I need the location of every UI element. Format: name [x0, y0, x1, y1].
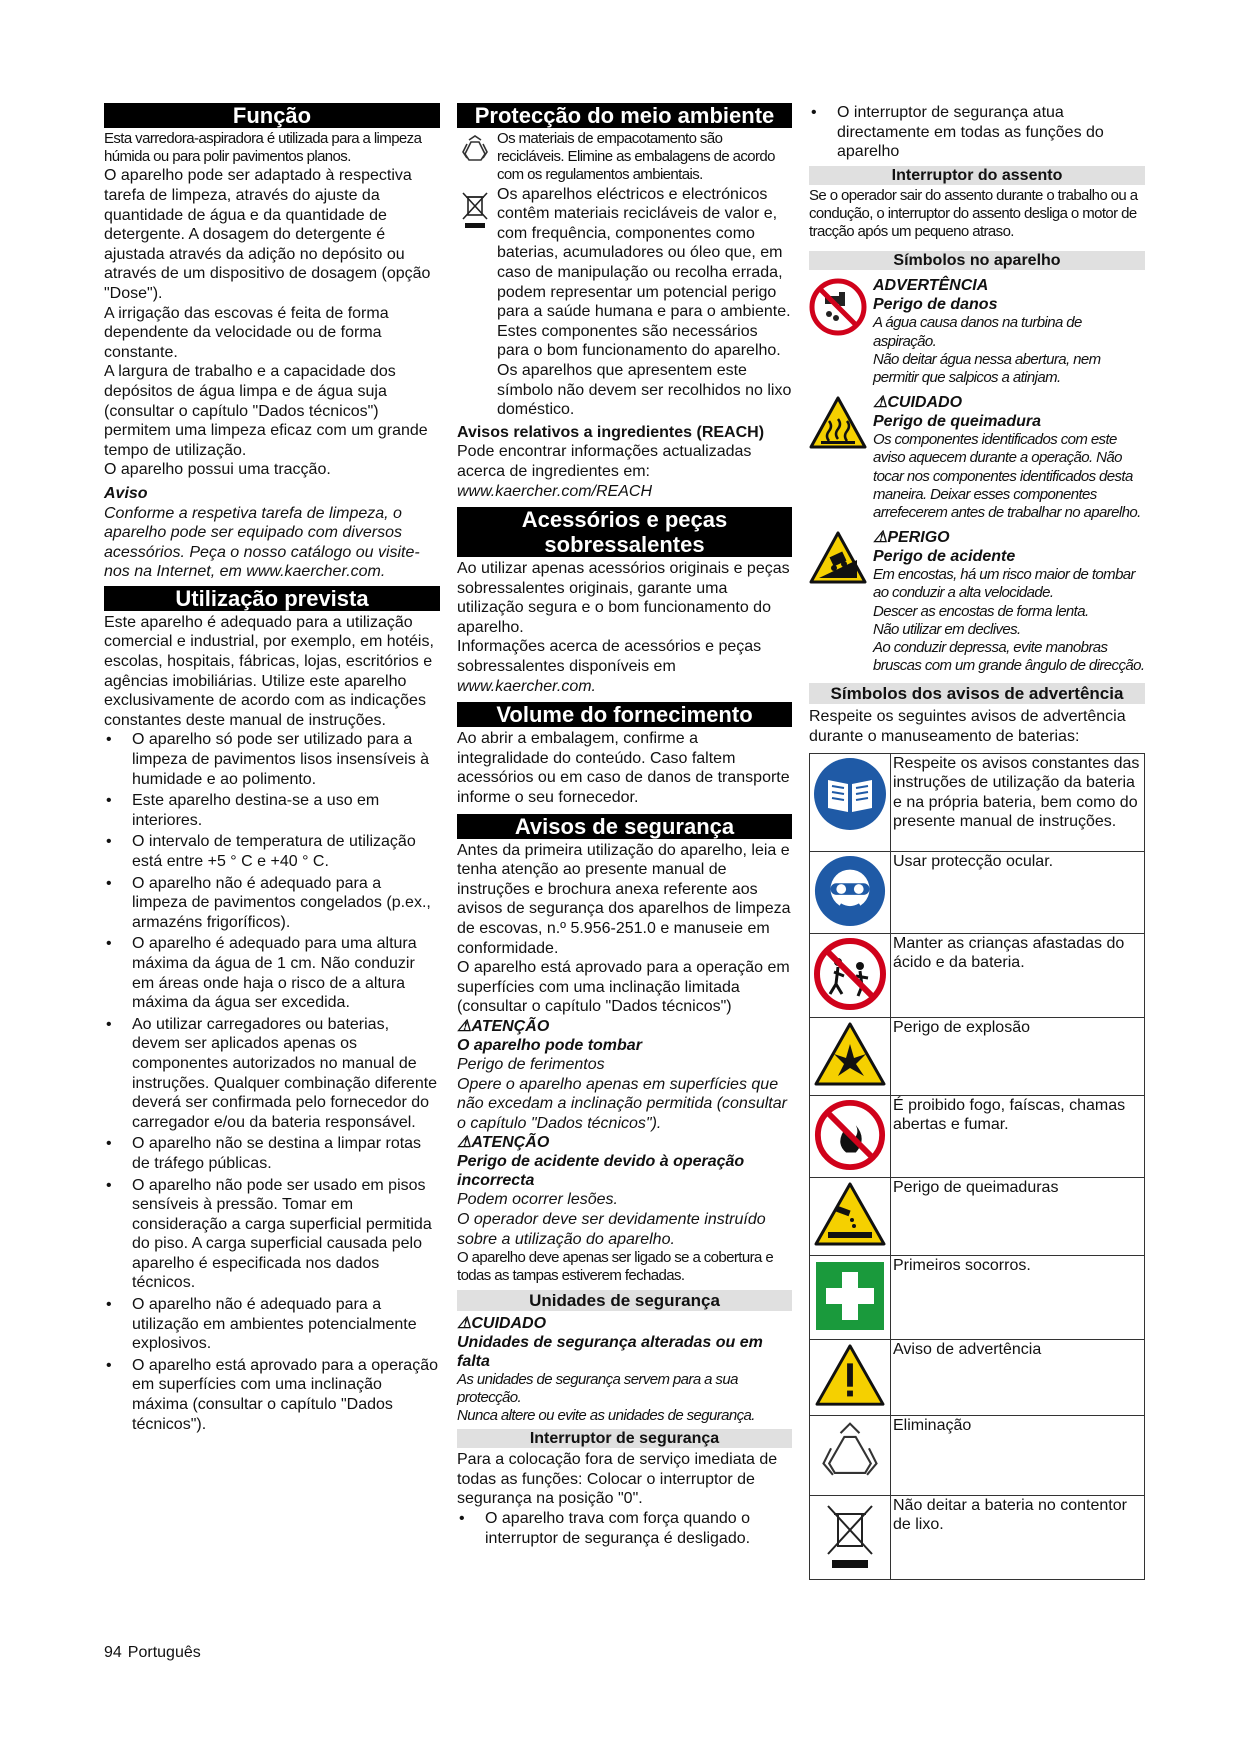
table-row	[810, 1017, 1145, 1095]
tip-over-slope-icon	[809, 530, 867, 588]
heading-avisos-seguranca: Avisos de segurança	[457, 814, 792, 839]
aviso-label: Aviso	[104, 484, 148, 502]
no-fire-icon	[812, 1098, 888, 1172]
heading-funcao: Função	[104, 103, 440, 128]
page-number: 94	[104, 1644, 122, 1661]
warning-text: O aparelho deve apenas ser ligado se a cobertura e todas as tampas estiverem fechadas.	[457, 1249, 774, 1285]
hot-surface-icon	[809, 395, 867, 453]
funcao-paragraph-5: O aparelho possui uma tracção.	[104, 461, 331, 479]
list-item: • O aparelho não pode ser usado em pisos sensíveis à pressão. Tomar em consideração a carga superficial permitida do piso. A carga superficial causada pelo aparelho é especificada nos dados técnicos.	[104, 1176, 440, 1294]
heading-proteccao-ambiente: Protecção do meio ambiente	[457, 103, 792, 128]
warning-label: ⚠PERIGO	[873, 529, 950, 547]
funcao-paragraph-2: O aparelho pode ser adaptado à respectiva tarefa de limpeza, através do ajuste da quantidade de água e da quantidade de detergente. A dosagem do detergente é ajustada através da adição no depósito ou através de um dispositivo de dosagem (opção "Dose").	[104, 167, 431, 302]
aviso-text: Conforme a respetiva tarefa de limpeza, o aparelho pode ser equipado com diversos acessórios. Peça o nosso catálogo ou visite-nos na Internet, em www.kaercher.com.	[104, 504, 420, 581]
table-cell: Eliminação	[891, 1415, 1145, 1495]
battery-warning-table	[809, 753, 1145, 1580]
symbol-slope-danger	[809, 528, 1145, 675]
list-item: • O aparelho não é adequado para a limpeza de pavimentos congelados (p.ex., armazéns frigoríficos).	[104, 874, 440, 933]
acessorios-paragraph-2: Informações acerca de acessórios e peças sobressalentes disponíveis em www.kaercher.com.	[457, 638, 762, 695]
reach-text: Pode encontrar informações actualizadas acerca de ingredientes em: www.kaercher.com/REACH	[457, 443, 752, 500]
table-row	[810, 1415, 1145, 1495]
heading-utilizacao-prevista: Utilização prevista	[104, 586, 440, 611]
funcao-paragraph-4: A largura de trabalho e a capacidade dos depósitos de água limpa e de água suja (consultar o capítulo "Dados técnicos") permitem uma limpeza eficaz com um grande tempo de utilização.	[104, 363, 428, 459]
recycling-icon	[812, 1418, 888, 1490]
list-item: • Este aparelho destina-se a uso em interiores.	[104, 791, 440, 830]
ambiente-paragraph-2: Os aparelhos eléctricos e electrónicos contêm materiais recicláveis de valor e, com frequência, componentes como baterias, acumuladores ou óleo que, em caso de manipulação ou recolha errada, podem representar um potencial perigo para a saúde humana e para o ambiente. Estes componentes são necessários para o bom funcionamento do aparelho. Os aparelhos que apresentem este símbolo não devem ser recolhidos no lixo doméstico.	[497, 185, 792, 419]
table-cell: É proibido fogo, faíscas, chamas abertas e fumar.	[891, 1095, 1145, 1177]
table-row	[810, 1095, 1145, 1177]
column-1	[104, 103, 440, 1436]
first-aid-icon	[812, 1258, 888, 1334]
table-row	[810, 1255, 1145, 1339]
warning-text: Em encostas, há um risco maior de tombar ao conduzir a alta velocidade.	[873, 566, 1135, 602]
warning-text: Não deitar água nessa abertura, nem permitir que salpicos a atinjam.	[873, 350, 1101, 386]
warning-heading: Unidades de segurança alteradas ou em falta	[457, 1333, 763, 1370]
read-manual-icon	[812, 756, 888, 832]
recycling-icon	[459, 134, 491, 166]
table-cell: Respeite os avisos constantes das instruções de utilização da bateria e na própria bateria, bem como do presente manual de instruções.	[891, 753, 1145, 851]
heading-unidades-seguranca: Unidades de segurança	[457, 1290, 792, 1311]
warning-label: ⚠ATENÇÃO	[457, 1017, 550, 1035]
crossed-bin-icon	[812, 1498, 888, 1574]
warning-label: ⚠CUIDADO	[873, 394, 963, 412]
eye-protection-icon	[812, 854, 888, 928]
funcao-paragraph-3: A irrigação das escovas é feita de forma dependente da velocidade ou de forma constante.	[104, 304, 389, 361]
table-row	[810, 851, 1145, 933]
table-cell: Manter as crianças afastadas do ácido e da bateria.	[891, 933, 1145, 1017]
table-row	[810, 753, 1145, 851]
warning-heading: Perigo de danos	[873, 296, 998, 314]
interruptor-list-continued	[809, 103, 1145, 162]
table-cell: Aviso de advertência	[891, 1339, 1145, 1415]
warning-text: Não utilizar em declives.	[873, 620, 1021, 638]
page-footer	[104, 1644, 201, 1662]
table-cell: Não deitar a bateria no contentor de lixo.	[891, 1495, 1145, 1579]
list-item: • O aparelho não se destina a limpar rotas de tráfego públicas.	[104, 1134, 440, 1173]
heading-simbolos-aparelho: Símbolos no aparelho	[809, 251, 1145, 270]
corrosive-burn-icon	[812, 1180, 888, 1250]
warning-heading: Perigo de acidente	[873, 548, 1016, 566]
heading-acessorios: Acessórios e peças sobressalentes	[457, 507, 792, 557]
list-item: • O aparelho só pode ser utilizado para a limpeza de pavimentos lisos insensíveis à humidade e ao polimento.	[104, 730, 440, 789]
heading-interruptor-assento: Interruptor do assento	[809, 166, 1145, 185]
warning-text: As unidades de segurança servem para a sua protecção.	[457, 1370, 738, 1406]
table-cell: Perigo de explosão	[891, 1017, 1145, 1095]
reach-link[interactable]: www.kaercher.com/REACH	[457, 482, 653, 500]
utilizacao-list	[104, 730, 440, 1434]
explosion-hazard-icon	[812, 1020, 888, 1090]
table-row	[810, 1177, 1145, 1255]
acessorios-paragraph-1: Ao utilizar apenas acessórios originais e peças sobressalentes originais, garante uma utilização segura e o bom funcionamento do aparelho.	[457, 560, 790, 636]
utilizacao-intro: Este aparelho é adequado para a utilização comercial e industrial, por exemplo, em hotéis, escolas, hospitais, fábricas, lojas, escritórios e agências imobiliárias. Utilize este aparelho exclusivamente de acordo com as indicações constantes deste manual de instruções.	[104, 613, 434, 729]
avisos-paragraph-1: Antes da primeira utilização do aparelho, leia e tenha atenção ao presente manual de instruções e brochura anexa referente aos avisos de segurança dos aparelhos de limpeza de escovas, n.º 5.956-251.0 e manuseie em conformidade.	[457, 841, 791, 957]
warning-text: Opere o aparelho apenas em superfícies que não excedam a inclinação permitida (consultar o capítulo "Dados técnicos").	[457, 1075, 787, 1132]
avisos-intro: Respeite os seguintes avisos de advertência durante o manuseamento de baterias:	[809, 708, 1126, 746]
symbol-water-damage	[809, 276, 1145, 387]
list-item: • Ao utilizar carregadores ou baterias, devem ser aplicados apenas os componentes autorizados no manual de instruções. Qualquer combinação diferente deverá ser confirmada pelo fornecedor do carregador e/ou da bateria responsável.	[104, 1015, 440, 1133]
list-item: • O intervalo de temperatura de utilização está entre +5 ° C e +40 ° C.	[104, 832, 440, 871]
avisos-paragraph-2: O aparelho está aprovado para a operação em superfícies com uma inclinação limitada (consultar o capítulo "Dados técnicos")	[457, 959, 790, 1016]
warning-sub: Perigo de ferimentos	[457, 1055, 605, 1073]
list-item: • O aparelho não é adequado para a utilização em ambientes potencialmente explosivos.	[104, 1295, 440, 1354]
list-item: • O aparelho é adequado para uma altura máxima da água de 1 cm. Não conduzir em áreas onde haja o risco de a altura máxima da água ser excedida.	[104, 934, 440, 1012]
warning-text: Nunca altere ou evite as unidades de segurança.	[457, 1406, 755, 1424]
list-item: • O interruptor de segurança atua directamente em todas as funções do aparelho	[809, 103, 1145, 162]
interruptor-paragraph-1: Para a colocação fora de serviço imediata de todas as funções: Colocar o interruptor de segurança na posição "0".	[457, 1451, 778, 1508]
heading-simbolos-avisos: Símbolos dos avisos de advertência	[809, 683, 1145, 704]
table-row	[810, 1339, 1145, 1415]
warning-label: ADVERTÊNCIA	[873, 277, 989, 295]
list-item: • O aparelho está aprovado para a operação em superfícies com uma inclinação máxima (consultar o capítulo "Dados técnicos").	[104, 1356, 440, 1434]
general-warning-icon	[812, 1342, 888, 1410]
keep-children-away-icon	[812, 936, 888, 1012]
warning-heading: Perigo de queimadura	[873, 413, 1042, 431]
language-label: Português	[127, 1644, 201, 1661]
interruptor-list	[457, 1509, 792, 1548]
warning-sub: Podem ocorrer lesões.	[457, 1191, 618, 1209]
acessorios-link[interactable]: www.kaercher.com.	[457, 677, 596, 695]
assento-paragraph-1: Se o operador sair do assento durante o trabalho ou a condução, o interruptor do assento desliga o motor de tracção após um pequeno atraso.	[809, 186, 1138, 241]
warning-text: O operador deve ser devidamente instruído sobre a utilização do aparelho.	[457, 1210, 766, 1248]
ambiente-paragraph-1: Os materiais de empacotamento são recicláveis. Elimine as embalagens de acordo com os regulamentos ambientais.	[497, 130, 775, 184]
warning-text: Descer as encostas de forma lenta.	[873, 602, 1089, 620]
no-water-icon	[809, 278, 867, 336]
symbol-hot-surface	[809, 393, 1145, 522]
funcao-paragraph-1: Esta varredora-aspiradora é utilizada para a limpeza húmida ou para polir pavimentos planos.	[104, 130, 422, 166]
warning-label: ⚠CUIDADO	[457, 1314, 547, 1332]
warning-text: Ao conduzir depressa, evite manobras bruscas com um grande ângulo de direcção.	[873, 639, 1145, 675]
volume-paragraph-1: Ao abrir a embalagem, confirme a integralidade do conteúdo. Caso faltem acessórios ou em caso de danos de transporte informe o seu fornecedor.	[457, 730, 790, 807]
list-item: • O aparelho trava com força quando o interruptor de segurança é desligado.	[457, 1509, 792, 1548]
warning-text: Os componentes identificados com este aviso aquecem durante a operação. Não tocar nos componentes identificados desta maneira. Deixar esses componentes arrefecerem antes de trabalhar no aparelho.	[873, 431, 1141, 522]
warning-label: ⚠ATENÇÃO	[457, 1134, 550, 1152]
column-2	[457, 103, 792, 1550]
heading-interruptor-seguranca: Interruptor de segurança	[457, 1429, 792, 1448]
warning-heading: O aparelho pode tombar	[457, 1036, 642, 1054]
warning-text: A água causa danos na turbina de aspiração.	[873, 314, 1082, 350]
heading-volume-fornecimento: Volume do fornecimento	[457, 702, 792, 727]
table-cell: Perigo de queimaduras	[891, 1177, 1145, 1255]
table-row	[810, 933, 1145, 1017]
crossed-bin-icon	[459, 189, 491, 229]
column-3	[809, 103, 1145, 1580]
table-cell: Primeiros socorros.	[891, 1255, 1145, 1339]
warning-heading: Perigo de acidente devido à operação incorrecta	[457, 1153, 745, 1190]
reach-label: Avisos relativos a ingredientes (REACH)	[457, 423, 765, 441]
table-row	[810, 1495, 1145, 1579]
table-cell: Usar protecção ocular.	[891, 851, 1145, 933]
